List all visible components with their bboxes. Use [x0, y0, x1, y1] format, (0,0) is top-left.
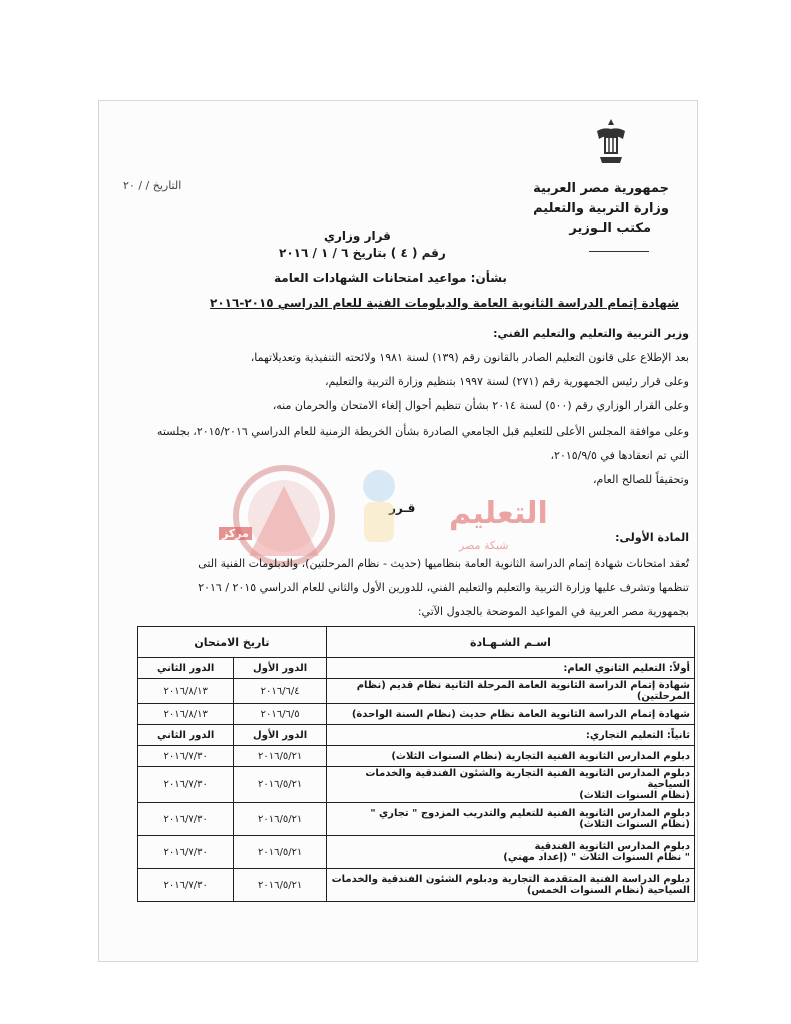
- table-row: [138, 704, 695, 725]
- col-certificate: اسـم الشـهـادة: [326, 627, 694, 658]
- table-row: [138, 767, 695, 803]
- document-page: [98, 100, 698, 962]
- second-round-date: ٢٠١٦/٧/٣٠: [138, 767, 234, 803]
- first-round-date: ٢٠١٦/٥/٢١: [234, 869, 327, 902]
- certificate-name-line1: دبلوم المدارس الثانوية الفنية للتعليم والتدريب المزدوج " تجاري ": [370, 808, 690, 819]
- certificate-name: [326, 869, 694, 902]
- certificate-name-line1: دبلوم الدراسة الفنية المتقدمة التجارية ودبلوم الشئون الفندقية والخدمات: [331, 874, 690, 885]
- exam-schedule-table: [137, 626, 695, 902]
- certificate-name: شهادة إتمام الدراسة الثانوية العامة المرحلة الثانية نظام قديم (نظام المرحلتين): [326, 679, 694, 704]
- second-round-date: ٢٠١٦/٧/٣٠: [138, 869, 234, 902]
- first-round-header: الدور الأول: [234, 725, 327, 746]
- table-row: [138, 836, 695, 869]
- section-general: أولاً: التعليم الثانوي العام:: [326, 658, 694, 679]
- org-office: مكتب الـوزير: [569, 221, 651, 236]
- certificate-name-line1: دبلوم المدارس الثانوية الفنية التجارية والشئون الفندقية والخدمات السياحية: [365, 768, 690, 790]
- decree-number: رقم ( ٤ ) بتاريخ ٦ / ١ / ٢٠١٦: [279, 246, 446, 260]
- certificate-name: شهادة إتمام الدراسة الثانوية العامة نظام حديث (نظام السنة الواحدة): [326, 704, 694, 725]
- second-round-header: الدور الثاني: [138, 658, 234, 679]
- first-round-date: ٢٠١٦/٦/٥: [234, 704, 327, 725]
- second-round-date: ٢٠١٦/٧/٣٠: [138, 803, 234, 836]
- certificate-name-line2: " نظام السنوات الثلاث " (إعداد مهني): [503, 852, 690, 863]
- preamble-4b: التي تم انعقادها في ٢٠١٥/٩/٥،: [550, 449, 689, 462]
- certificate-name: [326, 767, 694, 803]
- second-round-header: الدور الثاني: [138, 725, 234, 746]
- decree-subject: بشأن: مواعيد امتحانات الشهادات العامة: [274, 271, 507, 285]
- table-row: [138, 803, 695, 836]
- first-round-date: ٢٠١٦/٥/٢١: [234, 803, 327, 836]
- decided-label: قـرر: [389, 501, 416, 515]
- certificate-name-line1: دبلوم المدارس الثانوية الفندقية: [534, 841, 690, 852]
- watermark-text: التعليم: [449, 496, 548, 531]
- first-round-date: ٢٠١٦/٥/٢١: [234, 746, 327, 767]
- first-round-date: ٢٠١٦/٥/٢١: [234, 836, 327, 869]
- second-round-date: ٢٠١٦/٧/٣٠: [138, 746, 234, 767]
- section-commercial: ثانياً: التعليم التجاري:: [326, 725, 694, 746]
- certificate-name-line2: (نظام السنوات الثلاث): [579, 819, 690, 830]
- article-1: المادة الأولى:: [615, 531, 689, 544]
- first-round-date: ٢٠١٦/٥/٢١: [234, 767, 327, 803]
- second-round-date: ٢٠١٦/٨/١٣: [138, 679, 234, 704]
- certificate-name: [326, 803, 694, 836]
- table-header-row: [138, 627, 695, 658]
- article-1-line-c: بجمهورية مصر العربية في المواعيد الموضحة بالجدول الآتي:: [417, 605, 689, 618]
- watermark-badge: مركز: [219, 527, 252, 540]
- preamble-4a: وعلى موافقة المجلس الأعلى للتعليم قبل الجامعي الصادرة بشأن الخريطة الزمنية للعام الدراسي ٢٠١٥/٢٠١٦، بجلسته: [156, 425, 689, 438]
- watermark-subtext: شبكة مصر: [459, 539, 509, 552]
- first-round-date: ٢٠١٦/٦/٤: [234, 679, 327, 704]
- certificate-name-line2: (نظام السنوات الثلاث): [579, 790, 690, 801]
- section-row: [138, 725, 695, 746]
- org-country: جمهورية مصر العربية: [533, 181, 669, 196]
- col-exam-date: تاريخ الامتحان: [138, 627, 327, 658]
- table-row: [138, 746, 695, 767]
- second-round-date: ٢٠١٦/٧/٣٠: [138, 836, 234, 869]
- preamble-5: وتحقيقاً للصالح العام،: [592, 473, 689, 486]
- decree-title: قرار وزاري: [324, 229, 391, 243]
- preamble-3: وعلى القرار الوزاري رقم (٥٠٠) لسنة ٢٠١٤ بشأن تنظيم أحوال إلغاء الامتحان والحرمان منه،: [272, 399, 689, 412]
- first-round-header: الدور الأول: [234, 658, 327, 679]
- certificate-name: [326, 836, 694, 869]
- certificate-name: دبلوم المدارس الثانوية الفنية التجارية (نظام السنوات الثلاث): [326, 746, 694, 767]
- main-title: شهادة إتمام الدراسة الثانوية العامة والدبلومات الفنية للعام الدراسي ٢٠١٥-٢٠١٦: [210, 296, 679, 310]
- table-row: [138, 679, 695, 704]
- minister-line: وزير التربية والتعليم والتعليم الفني:: [493, 327, 689, 340]
- org-underline: [589, 251, 649, 252]
- table-row: [138, 869, 695, 902]
- preamble-1: بعد الإطلاع على قانون التعليم الصادر بالقانون رقم (١٣٩) لسنة ١٩٨١ ولائحته التنفيذية وتعديلاتهما،: [250, 351, 689, 364]
- date-field: التاريخ / / ٢٠: [123, 179, 182, 192]
- section-row: [138, 658, 695, 679]
- second-round-date: ٢٠١٦/٨/١٣: [138, 704, 234, 725]
- certificate-name-line2: السياحية (نظام السنوات الخمس): [526, 885, 690, 896]
- article-1-line-a: تُعقد امتحانات شهادة إتمام الدراسة الثانوية العامة بنظاميها (حديث - نظام المرحلتين)، والدبلومات الفنية التى: [198, 557, 689, 570]
- eagle-emblem-icon: [594, 117, 628, 165]
- article-1-line-b: تنظمها وتشرف عليها وزارة التربية والتعليم والتعليم الفني، للدورين الأول والثاني للعام الدراسي ٢٠١٥ / ٢٠١٦: [198, 581, 689, 594]
- preamble-2: وعلى قرار رئيس الجمهورية رقم (٢٧١) لسنة ١٩٩٧ بتنظيم وزارة التربية والتعليم،: [324, 375, 689, 388]
- org-ministry: وزارة التربية والتعليم: [533, 201, 669, 216]
